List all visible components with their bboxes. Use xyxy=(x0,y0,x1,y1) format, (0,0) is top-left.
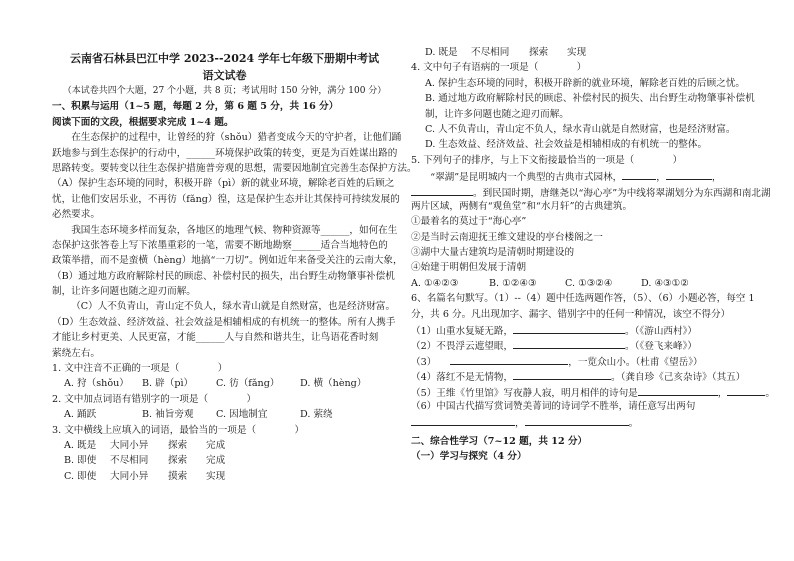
q6-prompt: （1）山重水复疑无路， xyxy=(411,326,514,338)
q6-answer-blank[interactable] xyxy=(638,384,718,396)
q6-item-5: （5）王维《竹里馆》写夜静人寂，明月相伴的诗句是 ， 。 xyxy=(411,384,749,399)
q2-option-a[interactable]: A. 踊跃 xyxy=(64,409,97,421)
q5-intro-line3: 两片区域，两侧有“观鱼堂”和“水月轩”的古典建筑。 xyxy=(411,200,633,212)
q6-prompt: （4）落红不是无情物， xyxy=(411,372,514,384)
q6-answer-blank[interactable] xyxy=(450,353,568,365)
q3-cell: 不尽相同 xyxy=(110,455,149,467)
q5-item: ②是当时云南迎抚王维文建设的亭台楼阁之一 xyxy=(411,231,603,243)
q6-source: 。（《游山西村》） xyxy=(625,326,697,338)
q3-cell: 实现 xyxy=(567,47,587,58)
q6-stem: 6、名篇名句默写。（1）--（4）题中任选两题作答，（5）、（6）小题必答，每空 1 xyxy=(411,293,755,305)
q4-option-b[interactable]: B. 通过地方政府解除村民的顾虑、补偿村民的损失、出台野生动物肇事补偿机 xyxy=(425,93,755,105)
q4-option-a[interactable]: A. 保护生态环境的同时，积极开辟新的就业环境，解除老百姓的后顾之忧。 xyxy=(425,77,746,89)
q6-prompt: （5）王维《竹里馆》写夜静人寂，明月相伴的诗句是 xyxy=(411,387,638,399)
passage-line: 态保护这张答卷上写下浓墨重彩的一笔，需要不断地勘察______适合当地特色的 xyxy=(52,239,388,251)
q5-blank[interactable] xyxy=(622,168,656,180)
passage-line: 我国生态环境多样而复杂，各地区的地理气候、物种资源等______，如何在生 xyxy=(71,224,398,236)
q3-option-c[interactable] xyxy=(52,469,397,484)
q3-cell: 探索 xyxy=(168,455,188,467)
passage-line: 才能让乡村更美、人民更富，才能______人与自然和谐共生，让鸟语花香时刻 xyxy=(52,332,379,344)
reading-prompt: 阅读下面的文段，根据要求完成 1~4 题。 xyxy=(52,116,234,128)
q2-option-c[interactable]: C. 因地制宜 xyxy=(216,409,268,421)
q3-cell: D. 既是 xyxy=(425,47,458,58)
q3-cell: 实现 xyxy=(206,470,226,482)
q4-option-b-cont: 制，让许多问题也随之迎刃而解。 xyxy=(425,108,569,120)
q3-cell: 探索 xyxy=(529,47,549,58)
q6-answer-blank[interactable] xyxy=(525,414,629,426)
q2-option-d[interactable]: D. 萦绕 xyxy=(300,409,333,421)
q6-answer-blank[interactable] xyxy=(513,337,625,349)
q5-intro: “翠湖”是昆明城内一个典型的古典市式园林， ， ， xyxy=(411,168,749,183)
exam-notice: （本试卷共四个大题，27 个小题，共 8 页；考试用时 150 分钟，满分 100 分） xyxy=(62,86,387,96)
q6-answer-blank[interactable] xyxy=(411,414,515,426)
q6-source: 。（龚自珍《己亥杂诗》（其五） xyxy=(611,372,746,384)
passage-line: 萦绕左右。 xyxy=(52,347,100,359)
q6-source: 。（《登飞来峰》） xyxy=(625,341,697,353)
q5-intro-line2 xyxy=(411,184,771,199)
passage-line: 思路转变。要转变以往生态保护措施普旁观的思想，需要因地制宜完善生态保护方法。 xyxy=(52,162,417,174)
q1-option-a[interactable]: A. 狩（shǒu） xyxy=(64,378,129,390)
passage-line: 在生态保护的过程中，让曾经的狩（shǒu）猎者变成今天的守护者，让他们踊 xyxy=(71,132,402,144)
q3-cell: C. 即使 xyxy=(64,470,97,482)
q2-options xyxy=(52,407,397,422)
q6-prompt: （6）中国古代描写赏词赞美菁词的诗词学不胜举，请任意写出两句 xyxy=(411,400,696,412)
q4-stem: 4. 文中句子有语病的一项是（ ） xyxy=(411,62,587,74)
q6-item-4 xyxy=(411,368,749,383)
q5-option-b[interactable]: B. ①②④③ xyxy=(489,277,537,289)
passage-line: （B）通过地方政府解除村民的顾虑、补偿村民的损失，出台野生动物肇事补偿机 xyxy=(52,270,395,282)
q4-option-c[interactable]: C. 人不负青山，青山定不负人，绿水青山就是自然财富，也是经济财富。 xyxy=(425,123,736,135)
q6-stem-cont: 分，共 6 分。凡出现加字、漏字、错别字中的任何一种情况，该空不得分） xyxy=(411,308,731,320)
q6-answer-blank[interactable] xyxy=(513,322,625,334)
q5-intro-text: 。到民国时期，唐继尧以“海心亭”为中线将翠湖划分为东西湖和南北湖 xyxy=(473,187,771,199)
passage-line: 必然要求。 xyxy=(52,209,100,221)
q6-source: ，一览众山小。（杜甫《望岳》） xyxy=(568,356,703,368)
q6-prompt: （2）不畏浮云遮望眼， xyxy=(411,341,514,353)
passage-line: （A）保护生态环境的同时，积极开辟（pì）新的就业环境，解除老百姓的后顾之 xyxy=(52,178,395,190)
exam-subtitle: 语文试卷 xyxy=(202,69,247,82)
section2-heading: 二、综合性学习（7~12 题，共 12 分） xyxy=(411,435,588,447)
q6-source: ， xyxy=(717,387,728,399)
left-column xyxy=(52,0,417,484)
q3-option-b[interactable] xyxy=(52,453,397,468)
q3-option-d[interactable] xyxy=(411,45,749,60)
exam-title: 云南省石林县巴江中学 2023--2024 学年七年级下册期中考试 xyxy=(69,52,380,65)
q3-cell: 完成 xyxy=(206,455,226,467)
q3-cell: 大同小异 xyxy=(110,439,149,451)
q3-cell: 大同小异 xyxy=(110,470,149,482)
q1-stem: 1. 文中注音不正确的一项是（ ） xyxy=(52,363,228,375)
q3-cell: 探索 xyxy=(168,439,188,451)
q5-stem: 5. 下列句子的排序，与上下文衔接最恰当的一项是（ ） xyxy=(411,154,683,166)
q5-option-a[interactable]: A. ①④②③ xyxy=(411,277,459,289)
q1-option-b[interactable]: B. 辟（pì） xyxy=(142,378,194,390)
q1-option-c[interactable]: C. 彷（fǎng） xyxy=(216,378,280,390)
q6-item-6-answer: ， 。 xyxy=(411,414,749,429)
q1-option-d[interactable]: D. 横（hèng） xyxy=(300,378,367,390)
q3-stem: 3. 文中横线上应填入的词语，最恰当的一项是（ ） xyxy=(52,424,305,436)
q5-blank[interactable] xyxy=(411,184,473,196)
q2-stem: 2. 文中加点词语有错别字的一项是（ ） xyxy=(52,393,257,405)
q6-prompt: （3） xyxy=(411,356,437,368)
q1-options xyxy=(52,376,397,391)
q5-item: ④始建于明朝但发展于清朝 xyxy=(411,262,527,274)
passage-line: 政策举措，而不是蛮横（hèng）地搞“一刀切”。例如近年来备受关注的云南大象， xyxy=(52,255,403,267)
q3-cell: 摸索 xyxy=(168,470,188,482)
q6-source: ， xyxy=(515,418,525,430)
reading-passage xyxy=(52,130,417,361)
q3-cell: A. 既是 xyxy=(64,439,97,451)
q5-item: ③湖中大量古建筑均是清朝时期建设的 xyxy=(411,247,575,259)
q5-blank[interactable] xyxy=(666,168,712,180)
q5-intro-text: “翠湖”是昆明城内一个典型的古典市式园林， xyxy=(430,172,623,184)
q6-item-3 xyxy=(411,353,749,368)
q5-option-d[interactable]: D. ④③①② xyxy=(641,277,689,289)
passage-line: （D）生态效益、经济效益、社会效益是相辅相成的有机统一的整体。所有人携手 xyxy=(52,316,396,328)
passage-line: （C）人不负青山，青山定不负人，绿水青山就是自然财富，也是经济财富。 xyxy=(71,301,396,313)
q3-cell: 不尽相同 xyxy=(471,47,510,58)
q5-option-c[interactable]: C. ①③②④ xyxy=(565,277,613,289)
q6-item-1 xyxy=(411,322,749,337)
right-column xyxy=(411,0,775,465)
q2-option-b[interactable]: B. 袖旨旁观 xyxy=(142,409,194,421)
section1-heading: 一、积累与运用（1~5 题，每题 2 分，第 6 题 5 分，共 16 分） xyxy=(52,101,339,113)
q3-option-a[interactable] xyxy=(52,438,397,453)
q3-cell: 完成 xyxy=(206,439,226,451)
q3-cell: B. 即使 xyxy=(64,455,97,467)
passage-line: 跃地参与到生态保护的行动中，______环境保护政策的转变，更是为百姓谋出路的 xyxy=(52,147,398,159)
section2-subheading: （一）学习与探究（4 分） xyxy=(411,451,527,463)
q5-options xyxy=(411,276,749,291)
passage-line: 忧，让他们安居乐业，不再彷（fǎng）徨，这是保护生态并让其保持可持续发展的 xyxy=(52,193,400,205)
q4-option-d[interactable]: D. 生态效益、经济效益、社会效益是相辅相成的有机统一的整体。 xyxy=(425,139,708,151)
q5-item: ①最着名的莫过于“海心亭” xyxy=(411,216,527,228)
q6-item-2 xyxy=(411,337,749,352)
passage-line: 制，让许多问题也随之迎刃而解。 xyxy=(52,286,196,298)
q6-item-6 xyxy=(411,399,749,414)
q6-answer-blank[interactable] xyxy=(727,384,765,396)
q6-answer-blank[interactable] xyxy=(513,368,611,380)
